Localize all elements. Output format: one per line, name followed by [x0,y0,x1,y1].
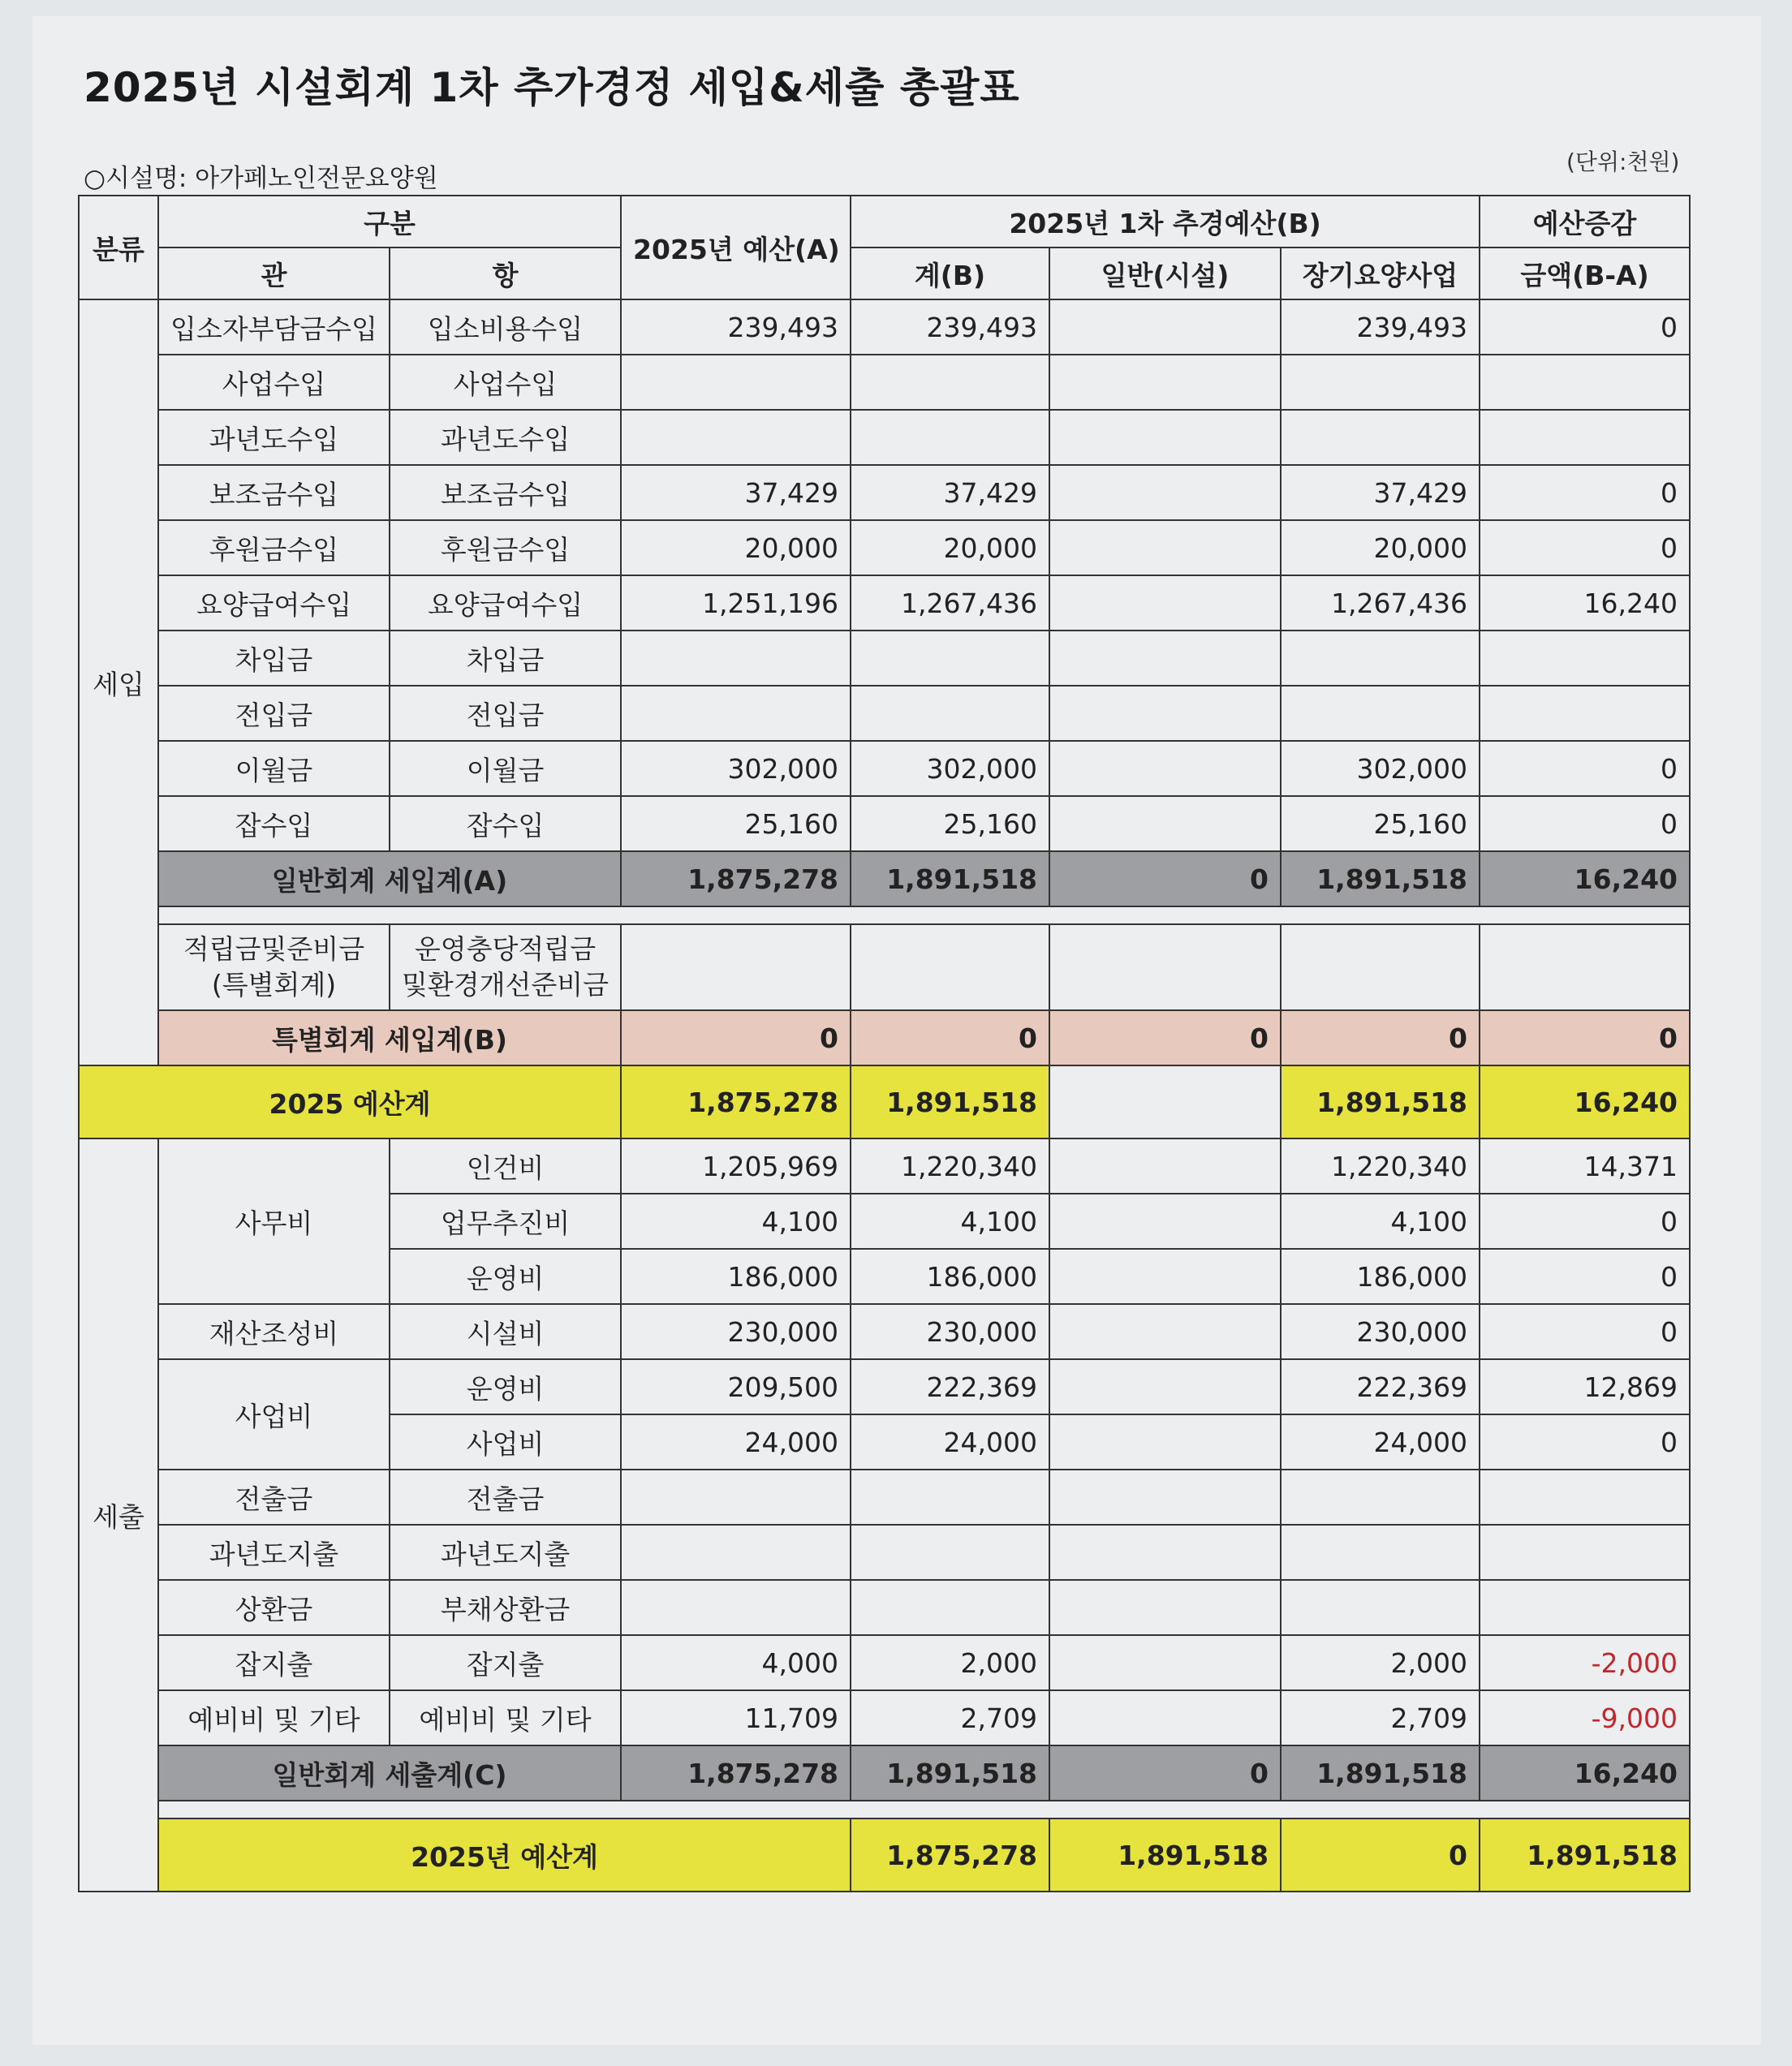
special-subtotal-diff: 0 [1480,1010,1690,1065]
header-budget-a: 2025년 예산(A) [621,196,851,299]
cell-hang: 보조금수입 [390,465,621,520]
cell-budget-a: 4,100 [621,1194,851,1249]
cell-gwan: 잡지출 [158,1635,390,1690]
final-total-longterm: 1,891,518 [1480,1819,1690,1892]
cell-general [1049,355,1281,410]
cell-total-b [851,924,1049,1010]
cell-diff: 0 [1480,1194,1690,1249]
cell-longterm: 2,000 [1281,1635,1480,1690]
table-row [79,1525,1690,1580]
table-row [79,299,1690,355]
cell-general [1049,1138,1281,1194]
cell-longterm [1281,1525,1480,1580]
cell-gwan: 차입금 [158,631,390,686]
cell-diff [1480,686,1690,741]
cell-general [1049,1690,1281,1745]
cell-budget-a [621,631,851,686]
header-general: 일반(시설) [1049,247,1281,299]
special-subtotal-total-b: 0 [851,1010,1049,1065]
cell-total-b [851,1525,1049,1580]
cell-diff: 0 [1480,1249,1690,1304]
cell-hang: 과년도지출 [390,1525,621,1580]
cell-total-b: 1,220,340 [851,1138,1049,1194]
cell-budget-a: 1,251,196 [621,575,851,631]
cell-general [1049,1635,1281,1690]
subtotal-budget-a: 1,875,278 [621,851,851,906]
cell-total-b: 24,000 [851,1414,1049,1470]
cell-diff: 0 [1480,1414,1690,1470]
cell-budget-a: 230,000 [621,1304,851,1359]
cell-budget-a: 239,493 [621,299,851,355]
cell-longterm [1281,1580,1480,1635]
cell-budget-a: 11,709 [621,1690,851,1745]
subtotal-diff: 16,240 [1480,851,1690,906]
header-longterm: 장기요양사업 [1281,247,1480,299]
cell-diff: 0 [1480,741,1690,796]
cell-general [1049,631,1281,686]
cell-longterm [1281,1470,1480,1525]
cell-hang: 운영비 [390,1249,621,1304]
cell-diff: 0 [1480,465,1690,520]
table-row [79,686,1690,741]
cell-hang: 입소비용수입 [390,299,621,355]
final-total-label: 2025년 예산계 [158,1819,851,1892]
cell-budget-a: 20,000 [621,520,851,575]
subtotal-label: 일반회계 세입계(A) [158,851,621,906]
cell-longterm [1281,355,1480,410]
cell-gwan-business: 사업비 [158,1359,390,1470]
cell-longterm: 186,000 [1281,1249,1480,1304]
cell-general [1049,1580,1281,1635]
cell-longterm: 1,267,436 [1281,575,1480,631]
cell-hang: 과년도수입 [390,410,621,465]
cell-gwan: 이월금 [158,741,390,796]
cell-longterm [1281,631,1480,686]
cell-general [1049,1304,1281,1359]
cell-general [1049,1414,1281,1470]
special-hang-line2: 및환경개선준비금 [402,969,610,1001]
cell-gwan: 과년도수입 [158,410,390,465]
cell-hang: 시설비 [390,1304,621,1359]
table-row [79,741,1690,796]
header-category: 분류 [79,196,158,299]
special-gwan-line1: 적립금및준비금 [183,933,365,965]
final-total-general: 0 [1281,1819,1480,1892]
cell-general [1049,410,1281,465]
special-gwan [158,924,390,1010]
unit-label: (단위:천원) [1566,148,1680,175]
cell-gwan: 재산조성비 [158,1304,390,1359]
header-gwan: 관 [158,247,390,299]
cell-total-b: 2,000 [851,1635,1049,1690]
expense-subtotal-diff: 16,240 [1480,1745,1690,1801]
cell-general [1049,1525,1281,1580]
cell-longterm: 4,100 [1281,1194,1480,1249]
cell-budget-a: 4,000 [621,1635,851,1690]
table-row [79,796,1690,851]
cell-budget-a [621,410,851,465]
cell-budget-a: 37,429 [621,465,851,520]
cell-diff [1480,355,1690,410]
subtotal-longterm: 1,891,518 [1281,851,1480,906]
cell-gwan: 사업수입 [158,355,390,410]
cell-budget-a [621,1580,851,1635]
cell-budget-a: 302,000 [621,741,851,796]
cell-hang: 운영비 [390,1359,621,1414]
cell-general [1049,1249,1281,1304]
special-subtotal-budget-a: 0 [621,1010,851,1065]
cell-gwan: 전입금 [158,686,390,741]
revenue-general-subtotal-row [79,851,1690,906]
final-total-total-b: 1,891,518 [1049,1819,1281,1892]
cell-budget-a [621,686,851,741]
cell-hang: 사업수입 [390,355,621,410]
cell-budget-a: 209,500 [621,1359,851,1414]
cell-gwan: 입소자부담금수입 [158,299,390,355]
grand-total-label: 2025 예산계 [79,1065,621,1138]
expense-general-subtotal-row [79,1745,1690,1801]
expense-category: 세출 [79,1138,158,1892]
cell-general [1049,796,1281,851]
expense-subtotal-budget-a: 1,875,278 [621,1745,851,1801]
cell-hang: 이월금 [390,741,621,796]
table-row [79,1580,1690,1635]
cell-budget-a: 25,160 [621,796,851,851]
cell-longterm [1281,410,1480,465]
cell-budget-a: 24,000 [621,1414,851,1470]
cell-longterm: 1,220,340 [1281,1138,1480,1194]
grand-total-budget-a: 1,875,278 [621,1065,851,1138]
cell-longterm: 20,000 [1281,520,1480,575]
header-hang: 항 [390,247,621,299]
cell-hang: 전출금 [390,1470,621,1525]
cell-budget-a [621,924,851,1010]
header-group: 구분 [158,196,621,247]
cell-diff [1480,1580,1690,1635]
spacer-cell [158,906,1690,924]
revenue-category: 세입 [79,299,158,1065]
special-subtotal-longterm: 0 [1281,1010,1480,1065]
cell-total-b: 186,000 [851,1249,1049,1304]
cell-gwan: 과년도지출 [158,1525,390,1580]
cell-diff-negative: -9,000 [1480,1690,1690,1745]
expense-subtotal-total-b: 1,891,518 [851,1745,1049,1801]
budget-summary-table [78,195,1691,1892]
cell-longterm: 24,000 [1281,1414,1480,1470]
final-total-budget-a: 1,875,278 [851,1819,1049,1892]
cell-longterm: 25,160 [1281,796,1480,851]
grand-total-general [1049,1065,1281,1138]
table-row [79,1635,1690,1690]
cell-general [1049,741,1281,796]
cell-diff-negative: -2,000 [1480,1635,1690,1690]
cell-longterm: 239,493 [1281,299,1480,355]
table-row [79,1690,1690,1745]
table-row [79,1359,1690,1414]
cell-diff: 0 [1480,1304,1690,1359]
table-row [79,575,1690,631]
cell-total-b: 25,160 [851,796,1049,851]
cell-hang: 인건비 [390,1138,621,1194]
cell-hang: 부채상환금 [390,1580,621,1635]
cell-longterm: 2,709 [1281,1690,1480,1745]
table-row [79,1138,1690,1194]
header-change: 예산증감 [1480,196,1690,247]
cell-hang: 업무추진비 [390,1194,621,1249]
cell-gwan: 상환금 [158,1580,390,1635]
final-total-row [79,1819,1690,1892]
cell-diff: 14,371 [1480,1138,1690,1194]
cell-total-b [851,686,1049,741]
cell-total-b: 20,000 [851,520,1049,575]
header-change-amount: 금액(B-A) [1480,247,1690,299]
cell-general [1049,1359,1281,1414]
table-row [79,1304,1690,1359]
cell-hang: 후원금수입 [390,520,621,575]
cell-budget-a: 186,000 [621,1249,851,1304]
cell-longterm: 230,000 [1281,1304,1480,1359]
special-hang [390,924,621,1010]
spacer-row [79,906,1690,924]
cell-total-b [851,631,1049,686]
special-gwan-line2: (특별회계) [211,969,337,1001]
cell-hang: 전입금 [390,686,621,741]
cell-general [1049,924,1281,1010]
table-row [79,520,1690,575]
cell-diff [1480,631,1690,686]
spacer-cell [158,1801,1690,1819]
header-revised-b: 2025년 1차 추경예산(B) [851,196,1480,247]
cell-general [1049,520,1281,575]
table-row [79,631,1690,686]
cell-hang: 차입금 [390,631,621,686]
cell-total-b [851,1580,1049,1635]
cell-total-b: 302,000 [851,741,1049,796]
special-subtotal-row [79,1010,1690,1065]
page-title: 2025년 시설회계 1차 추가경정 세입&세출 총괄표 [84,64,1020,111]
grand-total-total-b: 1,891,518 [851,1065,1049,1138]
grand-total-diff: 16,240 [1480,1065,1690,1138]
subtotal-total-b: 1,891,518 [851,851,1049,906]
grand-total-longterm: 1,891,518 [1281,1065,1480,1138]
cell-general [1049,1470,1281,1525]
table-row [79,1470,1690,1525]
cell-diff: 0 [1480,299,1690,355]
cell-gwan: 잡수입 [158,796,390,851]
cell-budget-a [621,1525,851,1580]
table-row [79,410,1690,465]
header-total-b: 계(B) [851,247,1049,299]
subtotal-general: 0 [1049,851,1281,906]
cell-longterm: 302,000 [1281,741,1480,796]
cell-diff: 0 [1480,796,1690,851]
cell-diff [1480,924,1690,1010]
cell-gwan: 후원금수입 [158,520,390,575]
cell-total-b [851,410,1049,465]
cell-general [1049,299,1281,355]
facility-name: ○시설명: 아가페노인전문요양원 [84,164,438,193]
cell-total-b: 239,493 [851,299,1049,355]
cell-gwan: 전출금 [158,1470,390,1525]
table-row [79,355,1690,410]
cell-total-b: 4,100 [851,1194,1049,1249]
cell-diff [1480,1470,1690,1525]
cell-diff: 12,869 [1480,1359,1690,1414]
cell-budget-a: 1,205,969 [621,1138,851,1194]
cell-general [1049,465,1281,520]
cell-budget-a [621,1470,851,1525]
expense-subtotal-label: 일반회계 세출계(C) [158,1745,621,1801]
cell-total-b [851,355,1049,410]
expense-subtotal-general: 0 [1049,1745,1281,1801]
cell-longterm [1281,924,1480,1010]
cell-longterm [1281,686,1480,741]
cell-diff: 0 [1480,520,1690,575]
cell-hang: 잡지출 [390,1635,621,1690]
special-subtotal-general: 0 [1049,1010,1281,1065]
cell-gwan: 요양급여수입 [158,575,390,631]
cell-total-b [851,1470,1049,1525]
expense-subtotal-longterm: 1,891,518 [1281,1745,1480,1801]
cell-hang: 잡수입 [390,796,621,851]
cell-gwan-office: 사무비 [158,1138,390,1304]
cell-hang: 요양급여수입 [390,575,621,631]
cell-total-b: 37,429 [851,465,1049,520]
cell-budget-a [621,355,851,410]
special-account-row [79,924,1690,1010]
cell-hang: 사업비 [390,1414,621,1470]
special-subtotal-label: 특별회계 세입계(B) [158,1010,621,1065]
cell-general [1049,1194,1281,1249]
cell-longterm: 222,369 [1281,1359,1480,1414]
cell-gwan: 보조금수입 [158,465,390,520]
cell-diff [1480,410,1690,465]
cell-gwan: 예비비 및 기타 [158,1690,390,1745]
spacer-row [79,1801,1690,1819]
table-row [79,465,1690,520]
cell-hang: 예비비 및 기타 [390,1690,621,1745]
cell-total-b: 230,000 [851,1304,1049,1359]
cell-total-b: 1,267,436 [851,575,1049,631]
cell-diff: 16,240 [1480,575,1690,631]
cell-general [1049,686,1281,741]
cell-general [1049,575,1281,631]
cell-total-b: 2,709 [851,1690,1049,1745]
cell-diff [1480,1525,1690,1580]
cell-longterm: 37,429 [1281,465,1480,520]
revenue-grand-total-row [79,1065,1690,1138]
cell-total-b: 222,369 [851,1359,1049,1414]
special-hang-line1: 운영충당적립금 [414,933,597,965]
